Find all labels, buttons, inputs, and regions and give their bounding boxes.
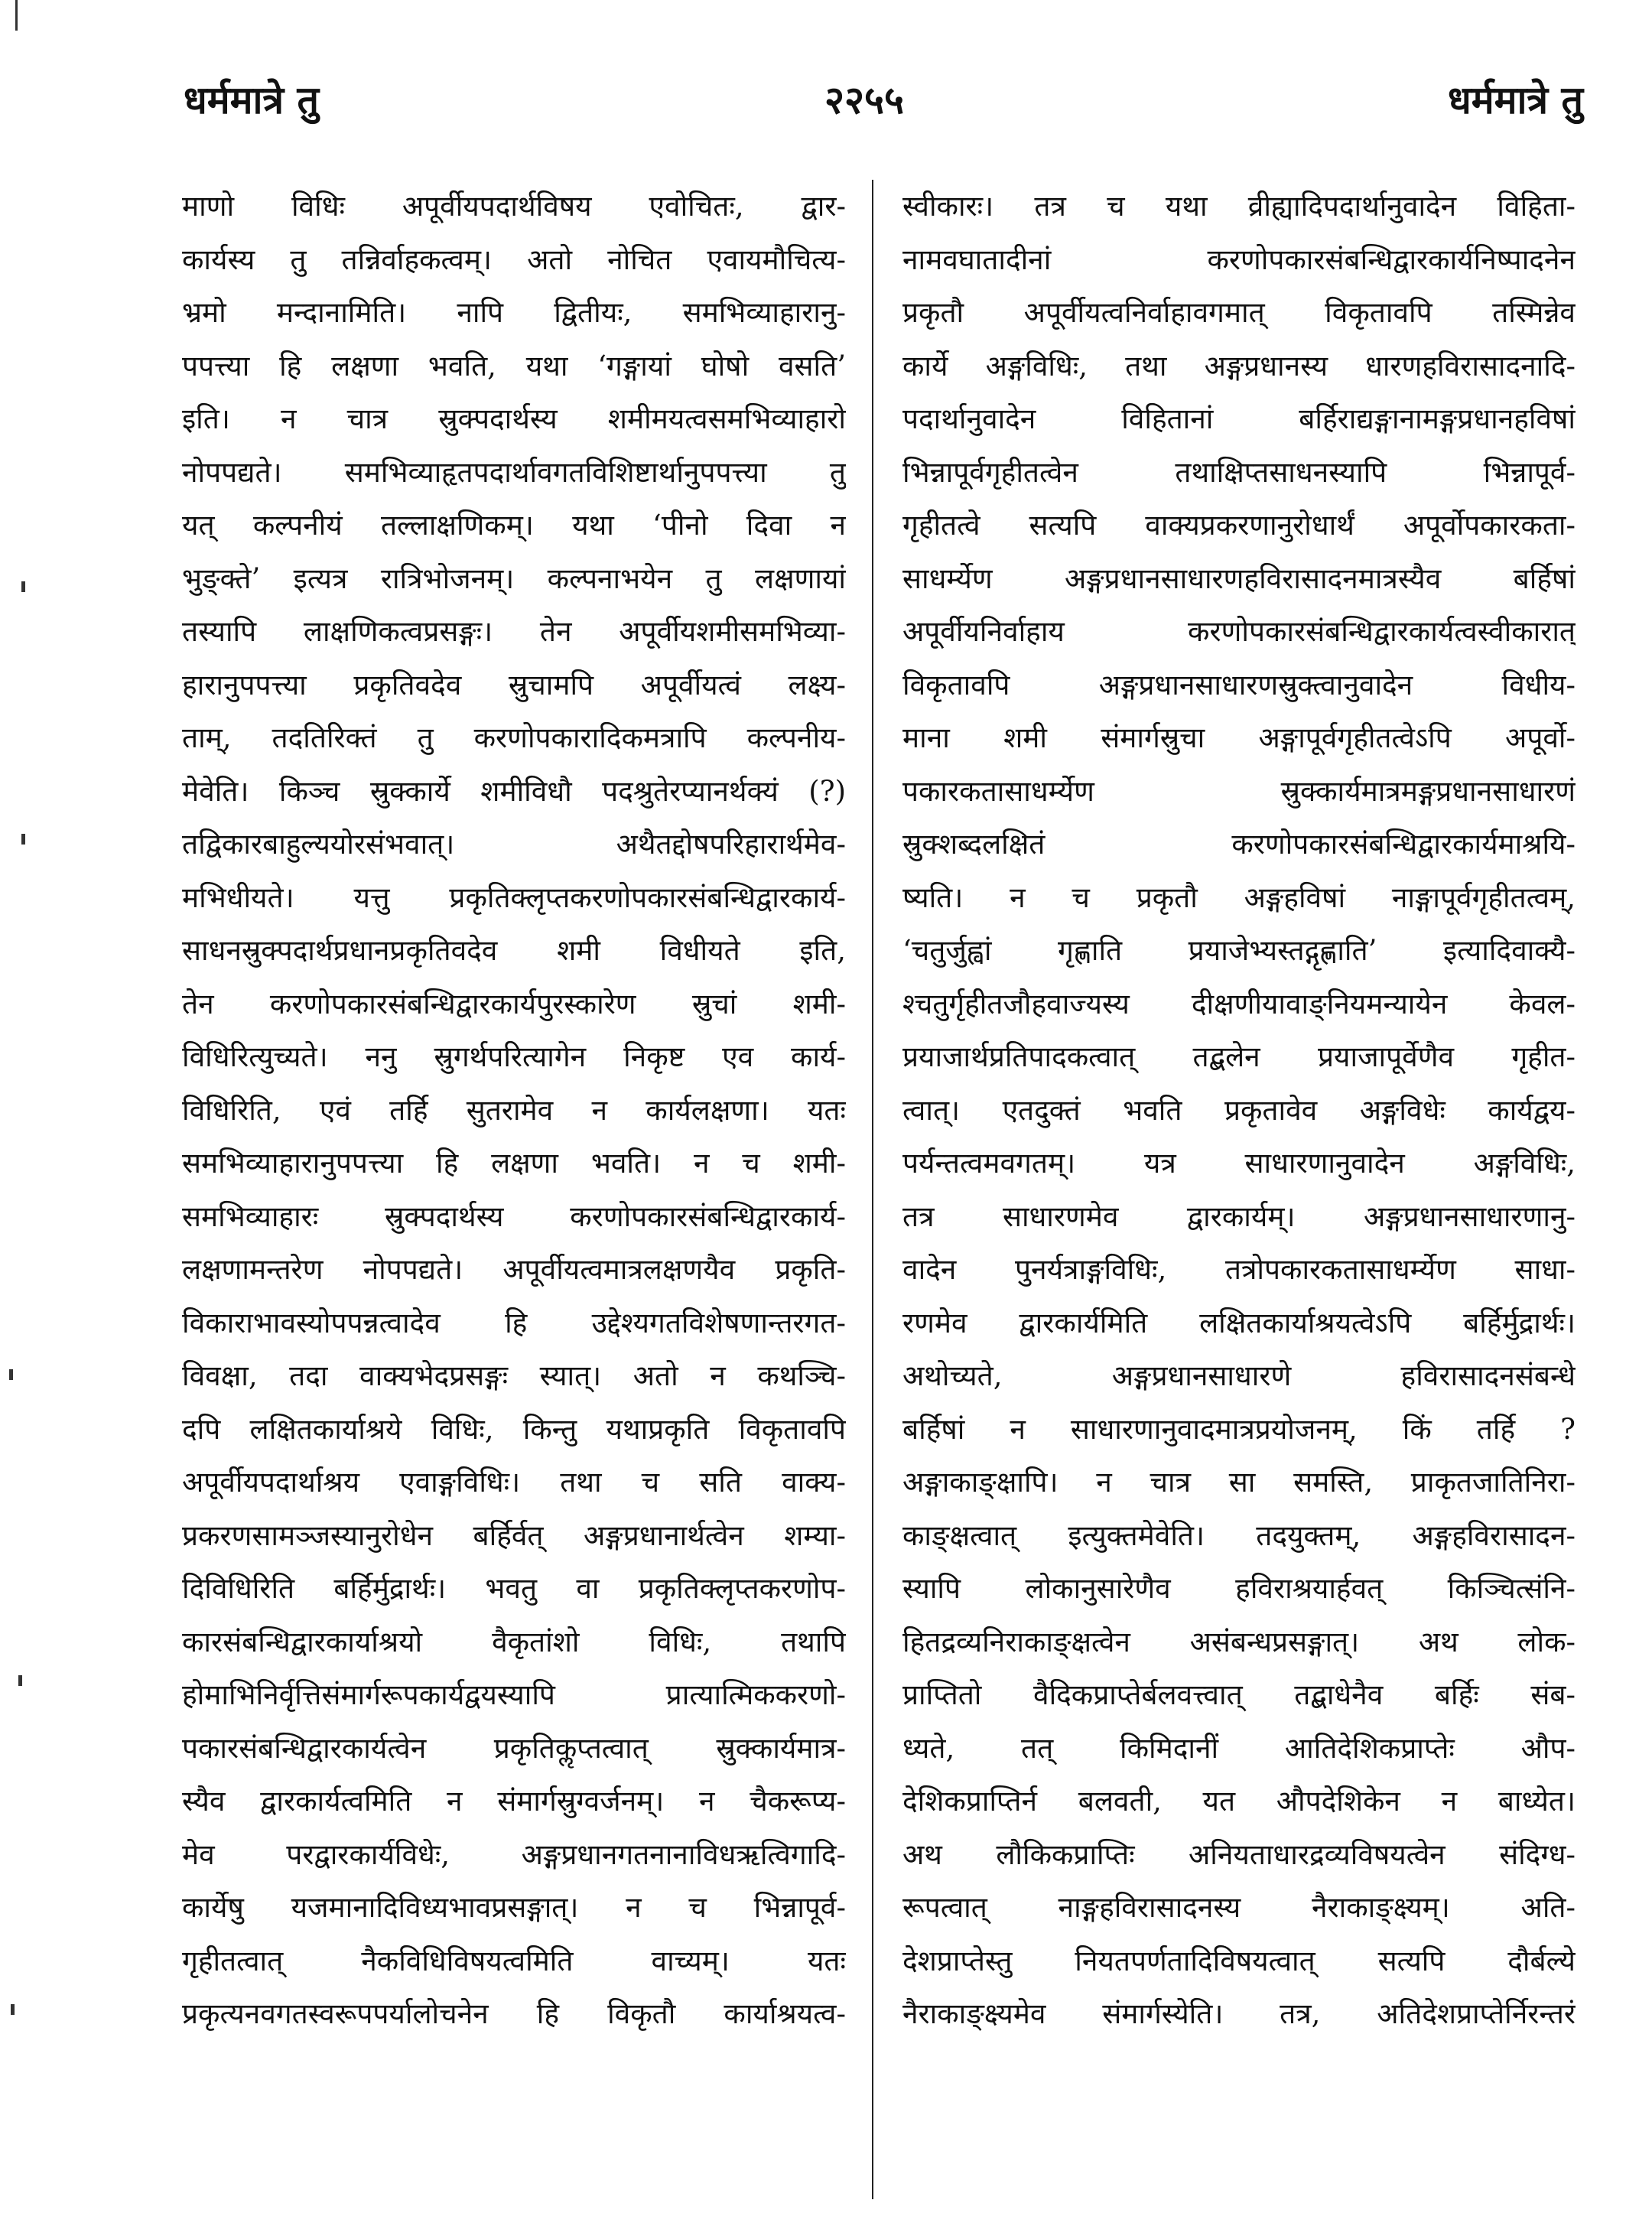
text-line: वादेन पुनर्यत्राङ्गविधिः, तत्रोपकारकतासाधर्म्येण साधा- bbox=[902, 1253, 1576, 1286]
text-line: प्रयाजार्थप्रतिपादकत्वात् तद्बलेन प्रयाजापूर्वेणैव गृहीत- bbox=[902, 1040, 1576, 1073]
text-line: श्चतुर्गृहीतजौहवाज्यस्य दीक्षणीयावाङ्नियमन्यायेन केवल- bbox=[902, 987, 1576, 1020]
text-line: गृहीतत्वात् नैकविधिविषयत्वमिति वाच्यम्। यतः bbox=[182, 1944, 846, 1977]
text-line: प्रकृतौ अपूर्वीयत्वनिर्वाहावगमात् विकृतावपि तस्मिन्नेव bbox=[902, 296, 1576, 329]
text-line: त्वात्। एतदुक्तं भवति प्रकृतावेव अङ्गविधेः कार्यद्वय- bbox=[902, 1093, 1576, 1127]
margin-mark bbox=[11, 2004, 15, 2015]
text-line: ‘चतुर्जुह्वां गृह्णाति प्रयाजेभ्यस्तद्गृह्णाति’ इत्यादिवाक्यै- bbox=[902, 934, 1576, 967]
text-line: गृहीतत्वे सत्यपि वाक्यप्रकरणानुरोधार्थं अपूर्वोपकारकता- bbox=[902, 509, 1576, 542]
text-line: ध्यते, तत् किमिदानीं आतिदेशिकप्राप्तेः औप- bbox=[902, 1731, 1576, 1765]
text-line: भ्रमो मन्दानामिति। नापि द्वितीयः, समभिव्याहारानु- bbox=[182, 296, 846, 329]
text-line: अथोच्यते, अङ्गप्रधानसाधारणे हविरासादनसंबन्धे bbox=[902, 1359, 1576, 1392]
text-line: विकाराभावस्योपपन्नत्वादेव हि उद्देश्यगतविशेषणान्तरगत- bbox=[182, 1306, 846, 1339]
text-line: विधिरित्युच्यते। ननु स्रुगर्थपरित्यागेन निकृष्ट एव कार्य- bbox=[182, 1040, 846, 1073]
right-text-column bbox=[902, 180, 1576, 2169]
text-line: हितद्रव्यनिराकाङ्क्षत्वेन असंबन्धप्रसङ्गात्। अथ लोक- bbox=[902, 1625, 1576, 1658]
column-divider bbox=[872, 180, 873, 2199]
text-line: पदार्थानुवादेन विहितानां बर्हिराद्यङ्गानामङ्गप्रधानहविषां bbox=[902, 402, 1576, 435]
text-line: ष्यति। न च प्रकृतौ अङ्गहविषां नाङ्गापूर्वगृहीतत्वम्, bbox=[902, 880, 1576, 914]
text-line: समभिव्याहारानुपपत्त्या हि लक्षणा भवति। न च शमी- bbox=[182, 1147, 846, 1180]
text-line: बर्हिषां न साधारणानुवादमात्रप्रयोजनम्, किं तर्हि ? bbox=[902, 1412, 1576, 1446]
page-edge-line bbox=[15, 0, 18, 31]
text-line: अपूर्वीयनिर्वाहाय करणोपकारसंबन्धिद्वारकार्यत्वस्वीकारात् bbox=[902, 615, 1576, 648]
text-line: पर्यन्तत्वमवगतम्। यत्र साधारणानुवादेन अङ्गविधिः, bbox=[902, 1147, 1576, 1180]
text-line: साधनस्रुक्पदार्थप्रधानप्रकृतिवदेव शमी विधीयते इति, bbox=[182, 934, 846, 967]
text-line: दिविधिरिति बर्हिर्मुद्रार्थः। भवतु वा प्रकृतिक्लृप्तकरणोप- bbox=[182, 1572, 846, 1605]
running-header bbox=[0, 73, 1652, 142]
text-line: नैराकाङ्क्ष्यमेव संमार्गस्येति। तत्र, अतिदेशप्राप्तेर्निरन्तरं bbox=[902, 1997, 1576, 2030]
text-line: अथ लौकिकप्राप्तिः अनियताधारद्रव्यविषयत्वेन संदिग्ध- bbox=[902, 1837, 1576, 1871]
text-line: देशिकप्राप्तिर्न बलवती, यत औपदेशिकेन न बाध्येत। bbox=[902, 1785, 1576, 1818]
margin-mark bbox=[21, 834, 25, 845]
header-right-title: धर्ममात्रे तु bbox=[1447, 77, 1583, 122]
text-line: विवक्षा, तदा वाक्यभेदप्रसङ्गः स्यात्। अतो न कथञ्चि- bbox=[182, 1359, 846, 1392]
text-line: विधिरिति, एवं तर्हि सुतरामेव न कार्यलक्षणा। यतः bbox=[182, 1093, 846, 1127]
margin-mark bbox=[18, 1675, 22, 1686]
text-line: दपि लक्षितकार्याश्रये विधिः, किन्तु यथाप्रकृति विकृतावपि bbox=[182, 1412, 846, 1446]
text-line: तत्र साधारणमेव द्वारकार्यम्। अङ्गप्रधानसाधारणानु- bbox=[902, 1199, 1576, 1233]
text-line: तद्विकारबाहुल्ययोरसंभवात्। अथैतद्दोषपरिहारार्थमेव- bbox=[182, 828, 846, 861]
text-line: समभिव्याहारः स्रुक्पदार्थस्य करणोपकारसंबन्धिद्वारकार्य- bbox=[182, 1199, 846, 1233]
text-line: रूपत्वात् नाङ्गहविरासादनस्य नैराकाङ्क्ष्यम्। अति- bbox=[902, 1891, 1576, 1924]
text-line: ताम्, तदतिरिक्तं तु करणोपकारादिकमत्रापि कल्पनीय- bbox=[182, 721, 846, 754]
text-line: भुङ्क्ते’ इत्यत्र रात्रिभोजनम्। कल्पनाभयेन तु लक्षणायां bbox=[182, 561, 846, 595]
text-line: नामवघातादीनां करणोपकारसंबन्धिद्वारकार्यनिष्पादनेन bbox=[902, 242, 1576, 276]
text-line: विकृतावपि अङ्गप्रधानसाधारणस्रुक्त्वानुवादेन विधीय- bbox=[902, 668, 1576, 701]
text-line: स्रुक्शब्दलक्षितं करणोपकारसंबन्धिद्वारकार्यमाश्रयि- bbox=[902, 828, 1576, 861]
text-line: मेव परद्वारकार्यविधेः, अङ्गप्रधानगतनानाविधऋत्विगादि- bbox=[182, 1837, 846, 1871]
text-line: अपूर्वीयपदार्थाश्रय एवाङ्गविधिः। तथा च सति वाक्य- bbox=[182, 1466, 846, 1499]
text-line: देशप्राप्तेस्तु नियतपर्णतादिविषयत्वात् सत्यपि दौर्बल्ये bbox=[902, 1944, 1576, 1977]
text-line: मेवेति। किञ्च स्रुक्कार्ये शमीविधौ पदश्रुतेरप्यानर्थक्यं (?) bbox=[182, 774, 846, 808]
text-line: पकारकतासाधर्म्येण स्रुक्कार्यमात्रमङ्गप्रधानसाधारणं bbox=[902, 774, 1576, 808]
text-line: होमाभिनिर्वृत्तिसंमार्गरूपकार्यद्वयस्यापि प्रात्यात्मिककरणो- bbox=[182, 1678, 846, 1711]
text-line: तेन करणोपकारसंबन्धिद्वारकार्यपुरस्कारेण स्रुचां शमी- bbox=[182, 987, 846, 1020]
text-line: स्वीकारः। तत्र च यथा व्रीह्यादिपदार्थानुवादेन विहिता- bbox=[902, 190, 1576, 223]
text-line: नोपपद्यते। समभिव्याहृतपदार्थावगतविशिष्टार्थानुपपत्त्या तु bbox=[182, 455, 846, 489]
text-line: माना शमी संमार्गस्रुचा अङ्गापूर्वगृहीतत्वेऽपि अपूर्वो- bbox=[902, 721, 1576, 754]
text-line: साधर्म्येण अङ्गप्रधानसाधारणहविरासादनमात्रस्यैव बर्हिषां bbox=[902, 561, 1576, 595]
margin-mark bbox=[9, 1369, 13, 1380]
text-line: अङ्गाकाङ्क्षापि। न चात्र सा समस्ति, प्राकृतजातिनिरा- bbox=[902, 1466, 1576, 1499]
text-line: पपत्त्या हि लक्षणा भवति, यथा ‘गङ्गायां घोषो वसति’ bbox=[182, 349, 846, 382]
header-left-title: धर्ममात्रे तु bbox=[184, 77, 320, 122]
text-line: हारानुपपत्त्या प्रकृतिवदेव स्रुचामपि अपूर्वीयत्वं लक्ष्य- bbox=[182, 668, 846, 701]
text-line: कार्येषु यजमानादिविध्यभावप्रसङ्गात्। न च भिन्नापूर्व- bbox=[182, 1891, 846, 1924]
text-line: स्यापि लोकानुसारेणैव हविराश्रयार्हवत् किञ्चित्संनि- bbox=[902, 1572, 1576, 1605]
text-line: स्यैव द्वारकार्यत्वमिति न संमार्गस्रुग्वर्जनम्। न चैकरूप्य- bbox=[182, 1785, 846, 1818]
text-line: कारसंबन्धिद्वारकार्याश्रयो वैकृतांशो विधिः, तथापि bbox=[182, 1625, 846, 1658]
text-line: भिन्नापूर्वगृहीतत्वेन तथाक्षिप्तसाधनस्यापि भिन्नापूर्व- bbox=[902, 455, 1576, 489]
text-line: मभिधीयते। यत्तु प्रकृतिक्लृप्तकरणोपकारसंबन्धिद्वारकार्य- bbox=[182, 880, 846, 914]
text-line: कार्यस्य तु तन्निर्वाहकत्वम्। अतो नोचित एवायमौचित्य- bbox=[182, 242, 846, 276]
text-line: यत् कल्पनीयं तल्लाक्षणिकम्। यथा ‘पीनो दिवा न bbox=[182, 509, 846, 542]
text-line: इति। न चात्र स्रुक्पदार्थस्य शमीमयत्वसमभिव्याहारो bbox=[182, 402, 846, 435]
text-line: प्रकृत्यनवगतस्वरूपपर्यालोचनेन हि विकृतौ कार्याश्रयत्व- bbox=[182, 1997, 846, 2030]
text-line: कार्ये अङ्गविधिः, तथा अङ्गप्रधानस्य धारणहविरासादनादि- bbox=[902, 349, 1576, 382]
text-line: प्राप्तितो वैदिकप्राप्तेर्बलवत्त्वात् तद्बाधेनैव बर्हिः संब- bbox=[902, 1678, 1576, 1711]
text-line: लक्षणामन्तरेण नोपपद्यते। अपूर्वीयत्वमात्रलक्षणयैव प्रकृति- bbox=[182, 1253, 846, 1286]
left-text-column bbox=[182, 180, 846, 2169]
margin-mark bbox=[21, 581, 25, 592]
text-line: प्रकरणसामञ्जस्यानुरोधेन बर्हिर्वत् अङ्गप्रधानार्थत्वेन शम्या- bbox=[182, 1518, 846, 1552]
text-line: काङ्क्षत्वात् इत्युक्तमेवेति। तदयुक्तम्, अङ्गहविरासादन- bbox=[902, 1518, 1576, 1552]
text-line: तस्यापि लाक्षणिकत्वप्रसङ्गः। तेन अपूर्वीयशमीसमभिव्या- bbox=[182, 615, 846, 648]
text-line: रणमेव द्वारकार्यमिति लक्षितकार्याश्रयत्वेऽपि बर्हिर्मुद्रार्थः। bbox=[902, 1306, 1576, 1339]
page-number: २२५५ bbox=[824, 77, 904, 122]
text-line: माणो विधिः अपूर्वीयपदार्थविषय एवोचितः, द्वार- bbox=[182, 190, 846, 223]
text-line: पकारसंबन्धिद्वारकार्यत्वेन प्रकृतिकॢप्तत्वात् स्रुक्कार्यमात्र- bbox=[182, 1731, 846, 1765]
